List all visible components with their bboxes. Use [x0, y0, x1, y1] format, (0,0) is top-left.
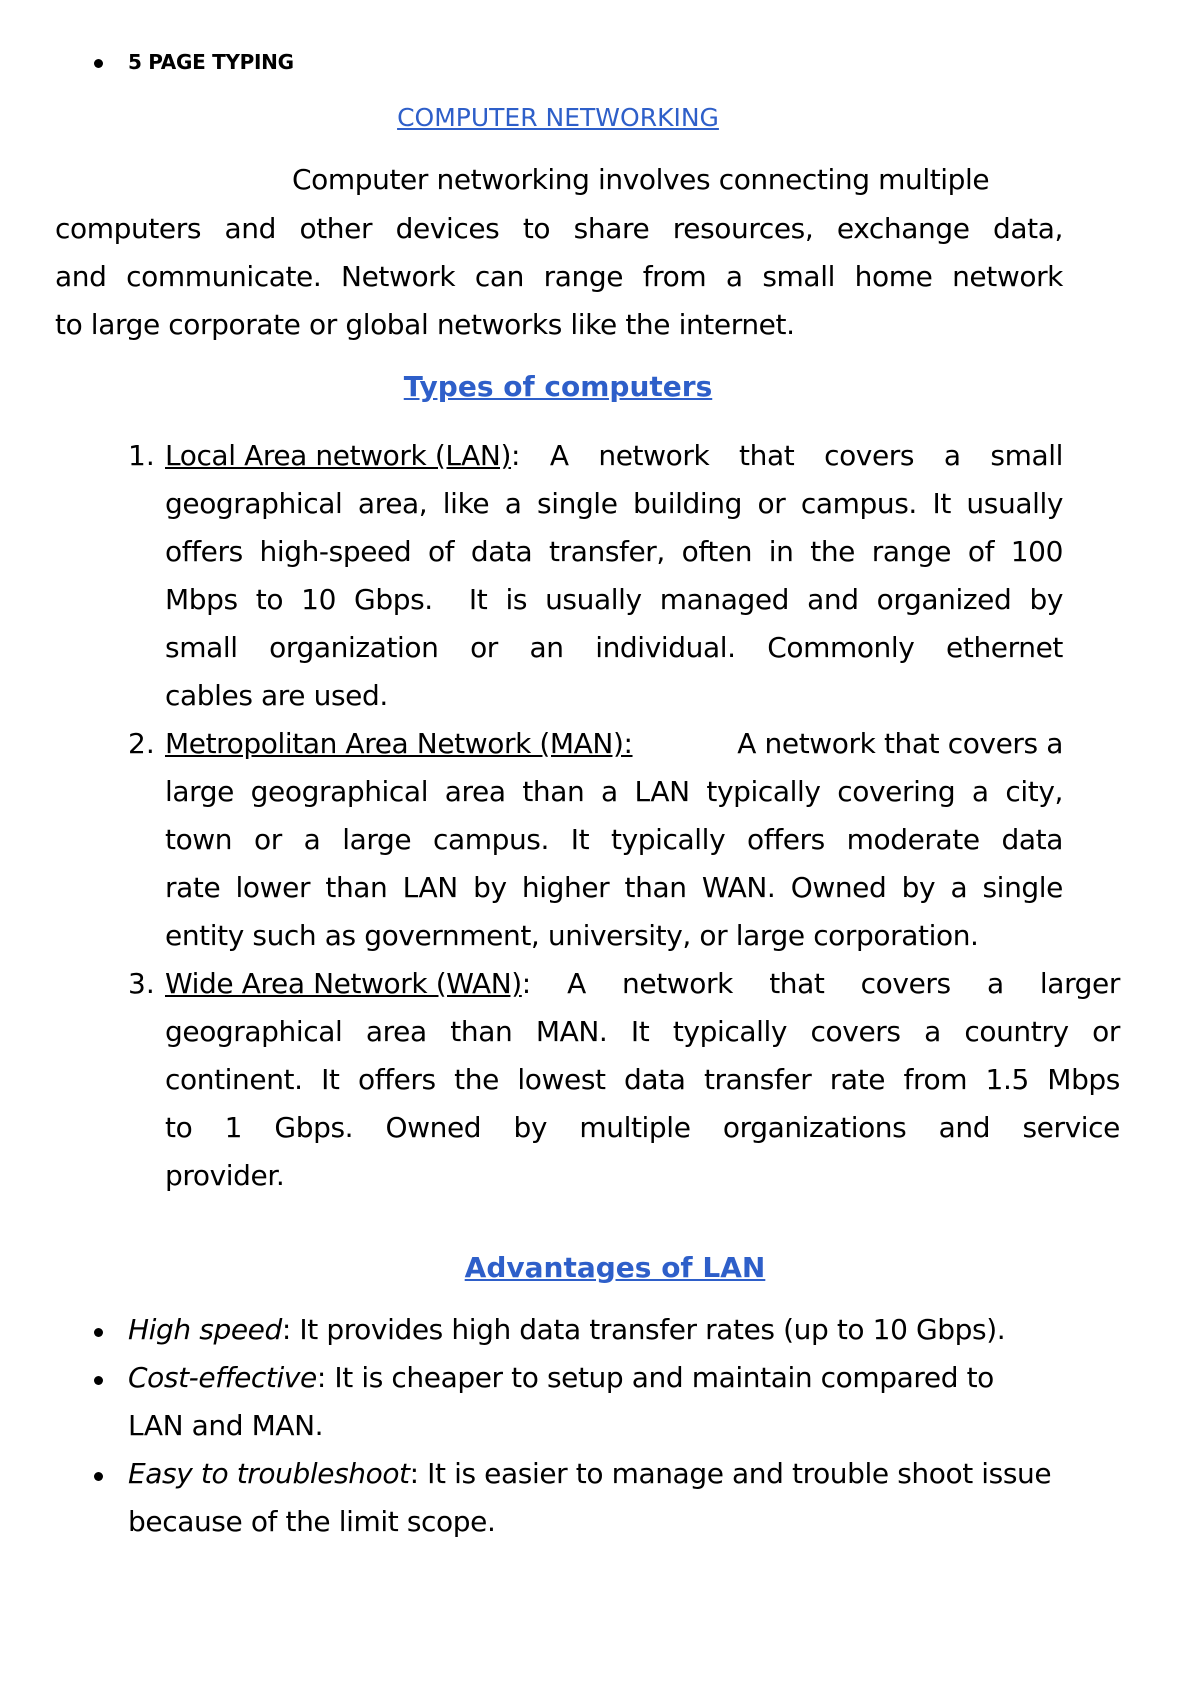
advantages-heading: Advantages of LAN	[464, 1251, 766, 1284]
man-line-1: A network that covers a	[737, 727, 1063, 760]
wan-line-1: : A network that covers a larger	[521, 967, 1120, 1000]
list-item-man-first-line	[165, 727, 1063, 761]
types-heading: Types of computers	[403, 370, 713, 403]
lan-line-6: cables are used.	[165, 679, 388, 712]
term-wan: Wide Area Network (WAN)	[165, 967, 522, 1000]
wan-line-5: provider.	[165, 1159, 285, 1192]
advantage-easy-troubleshoot	[128, 1457, 1051, 1491]
bullet-icon	[94, 1472, 103, 1481]
bullet-icon	[94, 1376, 103, 1385]
term-man: Metropolitan Area Network (MAN):	[165, 727, 633, 760]
easy-troubleshoot-line-1: : It is easier to manage and trouble shoot issue	[409, 1457, 1052, 1490]
high-speed-line-1: : It provides high data transfer rates (up to 10 Gbps).	[281, 1313, 1006, 1346]
wan-line-3: continent. It offers the lowest data transfer rate from 1.5 Mbps	[165, 1063, 1120, 1096]
lan-line-3: offers high-speed of data transfer, often in the range of 100	[165, 535, 1063, 568]
bullet-icon	[94, 1328, 103, 1337]
advantage-high-speed	[128, 1313, 1005, 1347]
intro-line-1: Computer networking involves connecting multiple	[292, 163, 990, 196]
advantage-cost-effective	[128, 1361, 994, 1395]
bullet-icon	[94, 59, 103, 68]
lan-line-4: Mbps to 10 Gbps. It is usually managed and organized by	[165, 583, 1063, 616]
cost-effective-line-2: LAN and MAN.	[128, 1409, 324, 1442]
lan-line-2: geographical area, like a single building or campus. It usually	[165, 487, 1063, 520]
man-line-2: large geographical area than a LAN typically covering a city,	[165, 775, 1063, 808]
lan-line-1: : A network that covers a small	[511, 439, 1063, 472]
wan-line-4: to 1 Gbps. Owned by multiple organizations and service	[165, 1111, 1120, 1144]
list-number: 3.	[128, 967, 155, 1000]
man-line-4: rate lower than LAN by higher than WAN. Owned by a single	[165, 871, 1063, 904]
list-item-lan-first-line	[165, 439, 1063, 473]
document-title: COMPUTER NETWORKING	[397, 103, 719, 132]
wan-line-2: geographical area than MAN. It typically covers a country or	[165, 1015, 1120, 1048]
intro-line-3: and communicate. Network can range from a small home network	[55, 260, 1063, 293]
list-number: 1.	[128, 439, 155, 472]
easy-troubleshoot-line-2: because of the limit scope.	[128, 1505, 496, 1538]
intro-line-4: to large corporate or global networks like the internet.	[55, 308, 795, 341]
term-easy-troubleshoot: Easy to troubleshoot	[128, 1457, 410, 1490]
man-line-3: town or a large campus. It typically offers moderate data	[165, 823, 1063, 856]
cost-effective-line-1: : It is cheaper to setup and maintain compared to	[316, 1361, 994, 1394]
man-line-5: entity such as government, university, or large corporation.	[165, 919, 979, 952]
term-lan: Local Area network (LAN)	[165, 439, 512, 472]
intro-line-2: computers and other devices to share resources, exchange data,	[55, 212, 1063, 245]
top-bullet-label: 5 PAGE TYPING	[128, 50, 294, 74]
lan-line-5: small organization or an individual. Commonly ethernet	[165, 631, 1063, 664]
term-high-speed: High speed	[128, 1313, 282, 1346]
term-cost-effective: Cost-effective	[128, 1361, 317, 1394]
list-number: 2.	[128, 727, 155, 760]
list-item-wan-first-line	[165, 967, 1120, 1001]
